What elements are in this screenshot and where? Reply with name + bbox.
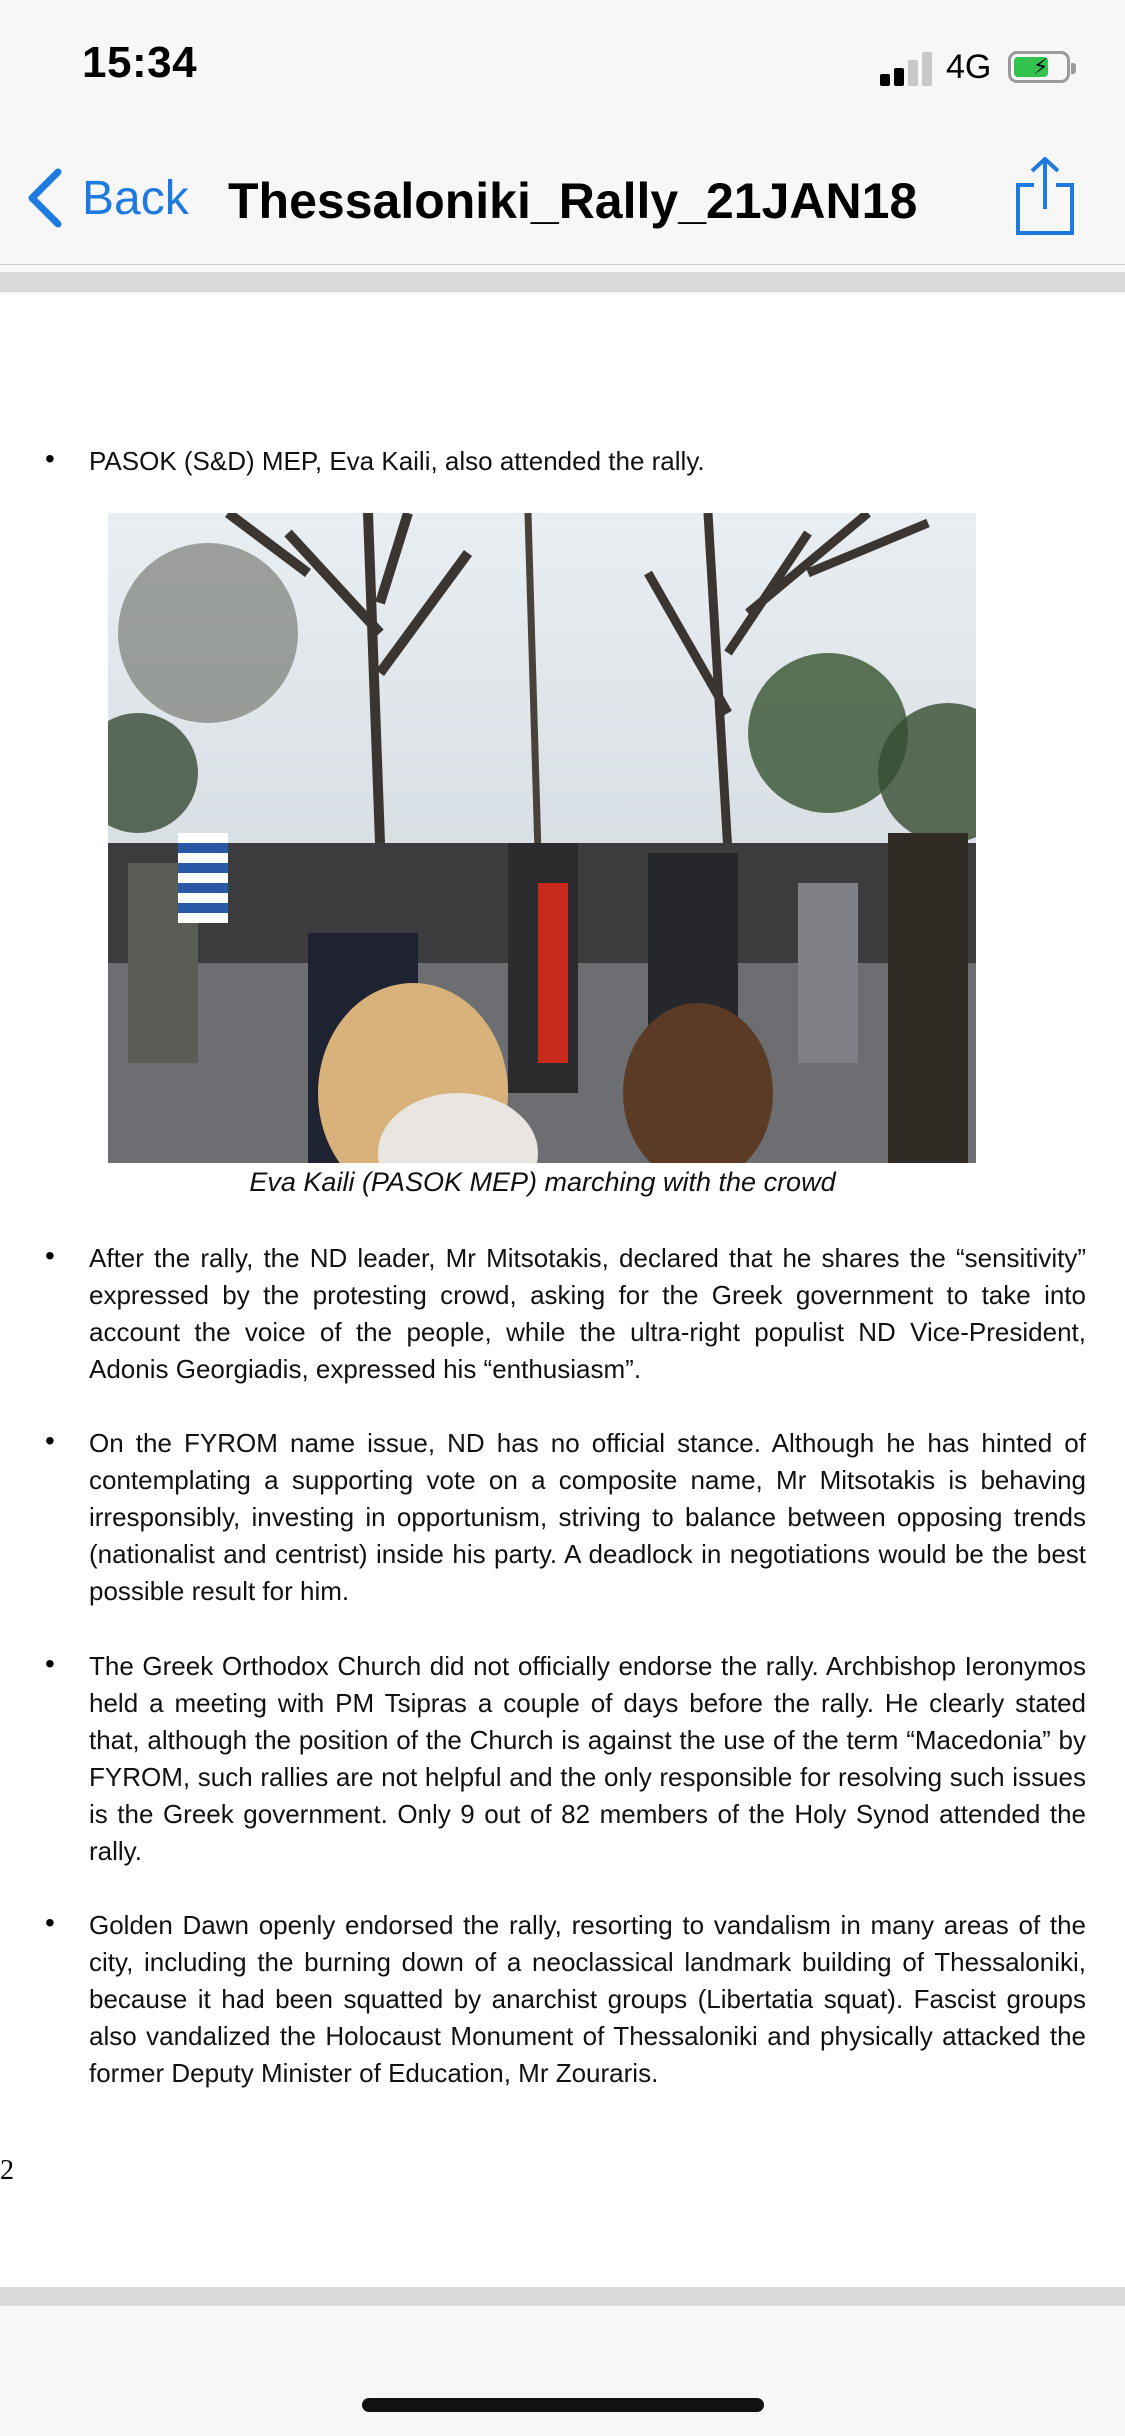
status-time: 15:34 (82, 38, 198, 87)
bottom-separator (0, 2287, 1125, 2307)
navigation-bar (0, 135, 1125, 265)
bullet-text: PASOK (S&D) MEP, Eva Kaili, also attended the rally. (89, 446, 705, 476)
bullet-icon: • (45, 1425, 55, 1456)
bullet-text: After the rally, the ND leader, Mr Mitsotakis, declared that he shares the “sensitivity” expressed by the protesting crowd, asking for the Greek government to take into account the voice of the people, while the ultra-right populist ND Vice-President, Adonis Georgiadis, expressed his “enthusiasm”. (89, 1243, 1086, 1384)
chevron-left-icon (24, 166, 64, 230)
document-page[interactable] (0, 295, 1125, 2287)
page-number: 2 (0, 2155, 14, 2186)
status-bar (0, 0, 1125, 135)
rally-photo (108, 513, 976, 1163)
signal-icon (880, 52, 934, 86)
bullet-icon: • (45, 443, 55, 474)
home-area (0, 2306, 1125, 2436)
document-title: Thessaloniki_Rally_21JAN18 (228, 173, 918, 229)
bullet-text: Golden Dawn openly endorsed the rally, resorting to vandalism in many areas of the city, including the burning down of a neoclassical landmark building of Thessaloniki, because it had been squatted by anarchist groups (Libertatia squat). Fascist groups also vandalized the Holocaust Monument of Thessaloniki and physically attacked the former Deputy Minister of Education, Mr Zouraris. (89, 1910, 1086, 2088)
bullet-icon: • (45, 1648, 55, 1679)
bullet-text: On the FYROM name issue, ND has no official stance. Although he has hinted of contemplating a supporting vote on a composite name, Mr Mitsotakis is behaving irresponsibly, investing in opportunism, striving to balance between opposing trends (nationalist and centrist) inside his party. A deadlock in negotiations would be the best possible result for him. (89, 1428, 1086, 1606)
back-label: Back (82, 171, 189, 225)
bullet-text: The Greek Orthodox Church did not officially endorse the rally. Archbishop Ieronymos held a meeting with PM Tsipras a couple of days before the rally. He clearly stated that, although the position of the Church is against the use of the term “Macedonia” by FYROM, such rallies are not helpful and the only responsible for resolving such issues is the Greek government. Only 9 out of 82 members of the Holy Synod attended the rally. (89, 1651, 1086, 1866)
top-separator (0, 272, 1125, 292)
share-icon[interactable] (1012, 155, 1078, 237)
bullet-icon: • (45, 1907, 55, 1938)
battery-charging-icon: ⚡ (1008, 51, 1070, 83)
bullet-icon: • (45, 1240, 55, 1271)
back-button[interactable] (24, 163, 189, 233)
photo-caption: Eva Kaili (PASOK MEP) marching with the crowd (249, 1167, 836, 1197)
home-indicator[interactable] (362, 2398, 764, 2412)
network-type: 4G (946, 48, 992, 86)
